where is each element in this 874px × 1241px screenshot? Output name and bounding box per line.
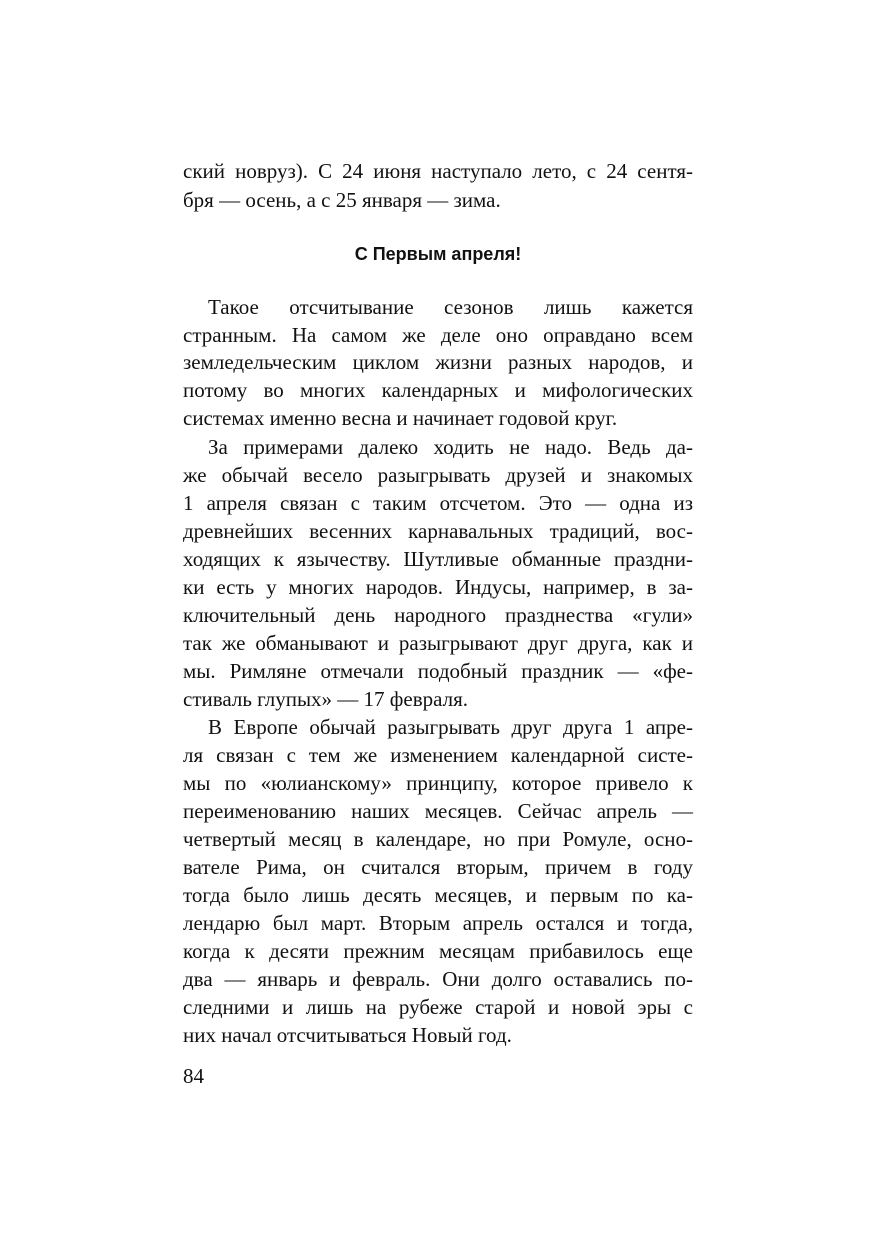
section-title: С Первым апреля! [354, 244, 522, 264]
text-line: мы. Римляне отмечали подобный праздник — «фе- [183, 659, 693, 683]
text-line: них начал отсчитываться Новый год. [183, 1023, 512, 1047]
text-line: бря — осень, а с 25 января — зима. [183, 188, 501, 212]
text-line: земледельческим циклом жизни разных народов, и [183, 350, 693, 374]
text-line: странным. На самом же деле оно оправдано всем [183, 323, 693, 347]
text-line: мы по «юлианскому» принципу, которое привело к [183, 771, 693, 795]
text-line: четвертый месяц в календаре, но при Ромуле, осно- [183, 827, 693, 851]
text-line: ля связан с тем же изменением календарной систе- [183, 743, 693, 767]
text-line: 1 апреля связан с таким отсчетом. Это — одна из [183, 491, 693, 515]
text-line: так же обманывают и разыгрывают друг друга, как и [183, 631, 693, 655]
text-line: стиваль глупых» — 17 февраля. [183, 687, 469, 711]
text-line: тогда было лишь десять месяцев, и первым по ка- [183, 883, 693, 907]
text-line: вателе Рима, он считался вторым, причем в году [183, 855, 693, 879]
text-line: два — январь и февраль. Они долго оставались по- [183, 967, 693, 991]
text-line: ский новруз). С 24 июня наступало лето, с 24 сентя- [183, 159, 693, 183]
page-number: 84 [183, 1064, 204, 1088]
text-line: когда к десяти прежним месяцам прибавилось еще [183, 939, 693, 963]
text-line: ки есть у многих народов. Индусы, например, в за- [183, 575, 693, 599]
text-line: переименованию наших месяцев. Сейчас апрель — [183, 799, 693, 823]
text-line: системах именно весна и начинает годовой круг. [183, 406, 618, 430]
text-line: За примерами далеко ходить не надо. Ведь да- [208, 435, 693, 459]
text-line: Такое отсчитывание сезонов лишь кажется [208, 295, 693, 319]
text-line: лендарю был март. Вторым апрель остался и тогда, [183, 911, 693, 935]
text-line: В Европе обычай разыгрывать друг друга 1 апре- [208, 715, 693, 739]
text-line: древнейших весенних карнавальных традиций, вос- [183, 519, 693, 543]
text-line: же обычай весело разыгрывать друзей и знакомых [183, 463, 693, 487]
text-line: ключительный день народного празднества «гули» [183, 603, 693, 627]
text-line: потому во многих календарных и мифологических [183, 378, 693, 402]
text-line: следними и лишь на рубеже старой и новой эры с [183, 995, 693, 1019]
text-line: ходящих к язычеству. Шутливые обманные праздни- [183, 547, 693, 571]
